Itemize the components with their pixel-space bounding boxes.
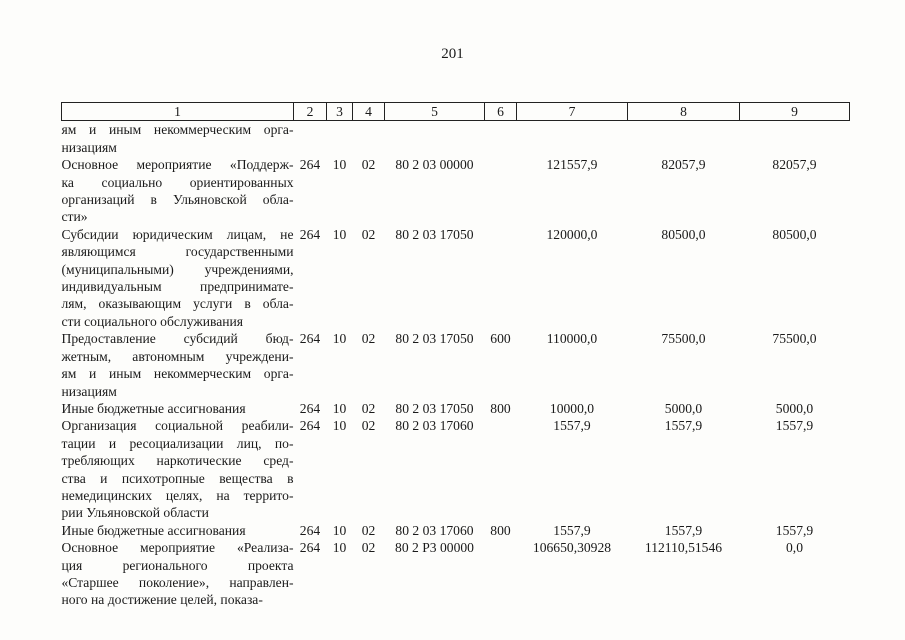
cell-c3: 10 xyxy=(332,331,347,347)
cell-c6 xyxy=(485,539,517,609)
row-name-line: ция регионального проекта xyxy=(61,557,294,573)
row-name xyxy=(62,121,294,156)
table-row xyxy=(62,539,850,609)
cell-c4: 02 xyxy=(361,418,376,434)
table-header-row xyxy=(62,103,850,121)
cell-c9: 5000,0 xyxy=(775,400,814,416)
cell-c7: 120000,0 xyxy=(546,226,598,242)
cell-c2: 264 xyxy=(299,522,321,538)
cell-c5: 80 2 03 17060 xyxy=(395,418,474,434)
cell-c6: 600 xyxy=(490,331,511,347)
cell-c3 xyxy=(327,121,353,156)
row-name-line: ям и иным некоммерческим орга- xyxy=(61,366,294,382)
cell-c7: 106650,30928 xyxy=(532,540,612,556)
cell-c9: 75500,0 xyxy=(772,331,817,347)
cell-c9: 82057,9 xyxy=(772,157,817,173)
row-name-line: требляющих наркотические сред- xyxy=(61,453,294,469)
table-row xyxy=(62,330,850,400)
row-name-line: являющимся государственными xyxy=(61,244,294,260)
cell-c9: 1557,9 xyxy=(775,418,814,434)
column-header-1: 1 xyxy=(62,103,294,121)
row-name-line: Основное мероприятие «Поддерж- xyxy=(61,157,294,173)
cell-c8: 80500,0 xyxy=(661,226,706,242)
row-name-line: низациям xyxy=(61,383,117,399)
row-name-line: (муниципальными) учреждениями, xyxy=(61,261,294,277)
row-name xyxy=(62,400,294,417)
table-row xyxy=(62,417,850,521)
cell-c7: 1557,9 xyxy=(553,522,591,538)
row-name-line: рии Ульяновской области xyxy=(61,505,209,521)
cell-c7: 1557,9 xyxy=(553,418,591,434)
cell-c4: 02 xyxy=(361,157,376,173)
cell-c5: 80 2 03 00000 xyxy=(395,157,474,173)
row-name-line: организаций в Ульяновской обла- xyxy=(61,192,294,208)
table-row xyxy=(62,400,850,417)
cell-c2 xyxy=(294,121,327,156)
cell-c3: 10 xyxy=(332,540,347,556)
cell-c6 xyxy=(485,156,517,226)
row-name-line: сти социального обслуживания xyxy=(61,313,244,329)
cell-c2: 264 xyxy=(299,157,321,173)
cell-c5: 80 2 03 17050 xyxy=(395,400,474,416)
cell-c8: 82057,9 xyxy=(661,157,706,173)
table-body xyxy=(62,121,850,609)
row-name xyxy=(62,330,294,400)
row-name-line: ного на достижение целей, показа- xyxy=(61,592,263,608)
cell-c8: 5000,0 xyxy=(664,400,703,416)
cell-c6 xyxy=(485,121,517,156)
cell-c6 xyxy=(485,226,517,330)
budget-table xyxy=(61,102,850,609)
cell-c4: 02 xyxy=(361,226,376,242)
row-name-line: лям, оказывающим услуги в обла- xyxy=(61,296,294,312)
column-header-5: 5 xyxy=(385,103,485,121)
cell-c5: 80 2 03 17050 xyxy=(395,226,474,242)
cell-c3: 10 xyxy=(332,418,347,434)
table-row xyxy=(62,121,850,156)
cell-c6: 800 xyxy=(490,400,511,416)
row-name xyxy=(62,522,294,539)
cell-c5: 80 2 03 17060 xyxy=(395,522,474,538)
page-number: 201 xyxy=(441,46,464,62)
table-row xyxy=(62,226,850,330)
row-name-line: низациям xyxy=(61,139,117,155)
column-header-6: 6 xyxy=(485,103,517,121)
cell-c2: 264 xyxy=(299,540,321,556)
row-name-line: сти» xyxy=(61,209,88,225)
cell-c8: 112110,51546 xyxy=(644,540,723,556)
cell-c8: 1557,9 xyxy=(664,418,703,434)
column-header-8: 8 xyxy=(628,103,740,121)
row-name-line: Иные бюджетные ассигнования xyxy=(61,522,246,538)
cell-c5: 80 2 03 17050 xyxy=(395,331,474,347)
cell-c4: 02 xyxy=(361,400,376,416)
cell-c9: 0,0 xyxy=(786,540,803,556)
row-name xyxy=(62,417,294,521)
row-name-line: тации и ресоциализации лиц, по- xyxy=(61,435,294,451)
column-header-2: 2 xyxy=(294,103,327,121)
row-name-line: Предоставление субсидий бюд- xyxy=(61,331,294,347)
row-name-line: Субсидии юридическим лицам, не xyxy=(61,226,294,242)
row-name-line: жетным, автономным учреждени- xyxy=(61,348,294,364)
row-name xyxy=(62,156,294,226)
row-name-line: Иные бюджетные ассигнования xyxy=(61,400,246,416)
row-name-line: индивидуальным предпринимате- xyxy=(61,279,294,295)
cell-c2: 264 xyxy=(299,331,321,347)
cell-c7 xyxy=(517,121,628,156)
cell-c9 xyxy=(740,121,850,156)
cell-c3: 10 xyxy=(332,400,347,416)
row-name-line: ка социально ориентированных xyxy=(61,174,294,190)
cell-c4: 02 xyxy=(361,522,376,538)
row-name-line: «Старшее поколение», направлен- xyxy=(61,574,294,590)
cell-c8: 75500,0 xyxy=(661,331,706,347)
cell-c2: 264 xyxy=(299,418,321,434)
cell-c7: 10000,0 xyxy=(549,400,595,416)
cell-c9: 80500,0 xyxy=(772,226,817,242)
cell-c7: 110000,0 xyxy=(546,331,598,347)
cell-c5 xyxy=(385,121,485,156)
row-name-line: ям и иным некоммерческим орга- xyxy=(61,122,294,138)
row-name xyxy=(62,539,294,609)
row-name-line: Организация социальной реабили- xyxy=(61,418,294,434)
row-name-line: немедицинских целях, на террито- xyxy=(61,487,294,503)
cell-c3: 10 xyxy=(332,522,347,538)
table-row xyxy=(62,522,850,539)
row-name xyxy=(62,226,294,330)
table-row xyxy=(62,156,850,226)
column-header-3: 3 xyxy=(327,103,353,121)
cell-c2: 264 xyxy=(299,226,321,242)
cell-c8 xyxy=(628,121,740,156)
cell-c9: 1557,9 xyxy=(775,522,814,538)
cell-c3: 10 xyxy=(332,226,347,242)
column-header-4: 4 xyxy=(353,103,385,121)
row-name-line: ства и психотропные вещества в xyxy=(61,470,294,486)
row-name-line: Основное мероприятие «Реализа- xyxy=(61,540,294,556)
cell-c8: 1557,9 xyxy=(664,522,703,538)
cell-c2: 264 xyxy=(299,400,321,416)
cell-c3: 10 xyxy=(332,157,347,173)
cell-c6 xyxy=(485,417,517,521)
cell-c4: 02 xyxy=(361,331,376,347)
cell-c5: 80 2 P3 00000 xyxy=(395,540,474,556)
cell-c4 xyxy=(353,121,385,156)
cell-c4: 02 xyxy=(361,540,376,556)
cell-c7: 121557,9 xyxy=(546,157,598,173)
cell-c6: 800 xyxy=(490,522,511,538)
column-header-9: 9 xyxy=(740,103,850,121)
column-header-7: 7 xyxy=(517,103,628,121)
